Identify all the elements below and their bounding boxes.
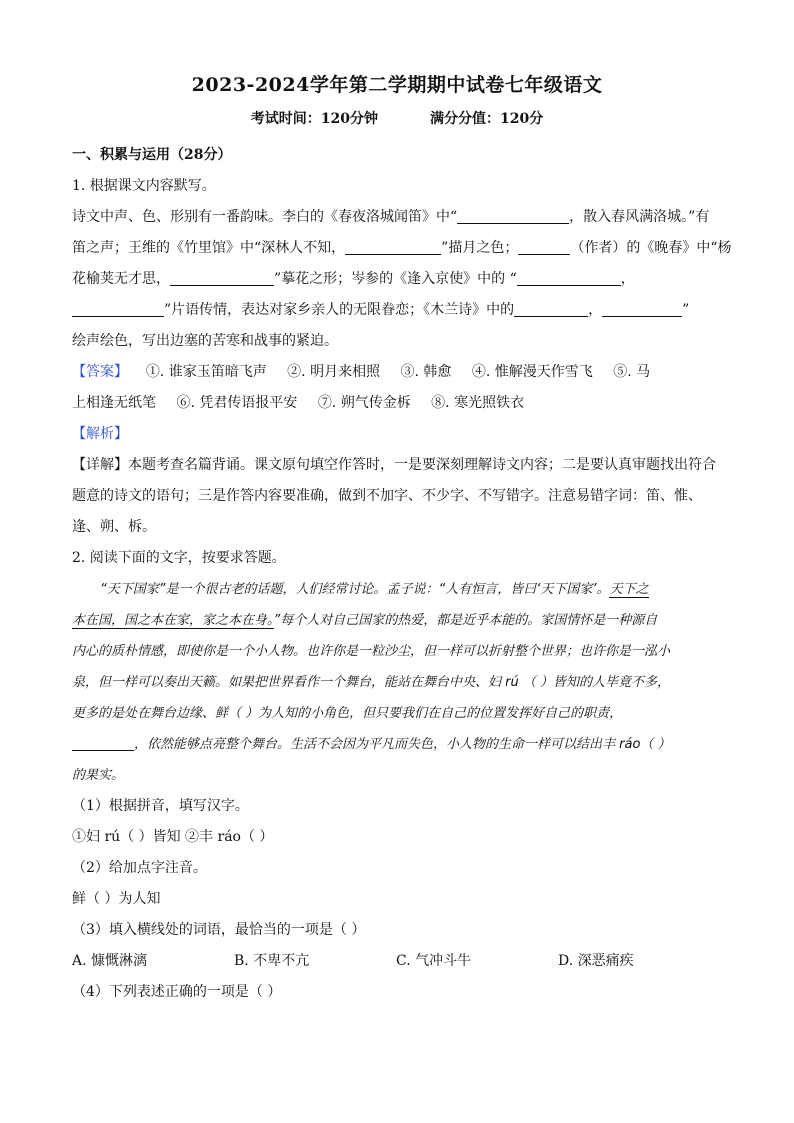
exam-score: 满分分值：120分	[430, 111, 544, 127]
question-1-line: 绘声绘色，写出边塞的苦寒和战事的紧迫。	[72, 333, 338, 349]
sub-question: （4）下列表述正确的一项是（ ）	[72, 984, 282, 1000]
exam-info	[0, 108, 794, 128]
question-1-line: 诗文中声、色、形别有一番韵味。李白的《春夜洛城闻笛》中“ ，散入春风满洛城。”有	[72, 202, 726, 233]
section-heading: 一、积累与运用（28分）	[72, 147, 232, 163]
sub-question: （2）给加点字注音。	[72, 860, 207, 876]
exam-content	[72, 140, 732, 1008]
answer-item: ③. 韩愈	[400, 364, 452, 380]
detail-text: 题意的诗文的语句；三是作答内容要准确，做到不加字、不少字、不写错字。注意易错字词：笛、惟、	[72, 488, 702, 504]
answer-item: ④. 惟解漫天作雪飞	[471, 364, 593, 380]
option-b: B. 不卑不亢	[234, 953, 310, 969]
question-1-line: 花榆荚无才思， ”摹花之形；岑参的《逢入京使》中的 “ ，	[72, 264, 726, 295]
exam-title: 2023-2024学年第二学期期中试卷七年级语文	[191, 74, 603, 96]
answer-item: ⑧. 寒光照铁衣	[431, 395, 525, 411]
sub-question-item: 鲜（ ）为人知	[72, 891, 161, 907]
option-c: C. 气冲斗牛	[396, 953, 472, 969]
answer-blank	[345, 237, 441, 255]
answer-item: ⑦. 朔气传金柝	[317, 395, 411, 411]
answer-item: ⑤. 马	[613, 364, 651, 380]
answer-item: ⑥. 凭君传语报平安	[176, 395, 298, 411]
option-a: A. 慷慨淋漓	[72, 953, 148, 969]
sub-question: （1）根据拼音，填写汉字。	[72, 798, 249, 814]
exam-time: 考试时间：120分钟	[250, 111, 378, 127]
question-1-line: ”片语传情，表达对家乡亲人的无限眷恋；《木兰诗》中的 ， ”	[72, 295, 726, 326]
detail-text: 逢、朔、柝。	[72, 519, 156, 535]
answer-blank	[514, 299, 588, 317]
answer-blank	[72, 299, 164, 317]
option-d: D. 深恶痛疾	[558, 953, 634, 969]
answer-blank	[518, 237, 570, 255]
options-row	[72, 946, 726, 977]
answer-label: 【答案】	[72, 364, 128, 380]
detail-text: 【详解】本题考查名篇背诵。课文原句填空作答时，一是要深刻理解诗文内容；二是要认真审题找出符合	[72, 457, 716, 473]
answer-line	[72, 357, 726, 388]
question-1-prompt: 1. 根据课文内容默写。	[72, 178, 216, 194]
answer-blank	[170, 268, 274, 286]
answer-line	[72, 388, 726, 419]
sub-question-item: ①妇 rú（ ）皆知 ②丰 ráo（ ）	[72, 829, 274, 845]
analysis-label: 【解析】	[72, 426, 128, 442]
question-1-line: 笛之声；王维的《竹里馆》中“深林人不知， ”描月之色； （作者）的《晚春》中“杨	[72, 233, 726, 264]
reading-passage: “天下国家”是一个很古老的话题，人们经常讨论。孟子说：“人有恒言，皆曰‘天下国家’。天下之 本在国，国之本在家，家之本在身。”每个人对自己国家的热爱，都是近乎本能的。家国情怀是一种源自 内心的质朴情感，即使你是一个小人物。也许你是一粒沙尘，但一样可以折射整个世界；也许你是一泓小 泉，但一样可以奏出天籁。如果把世界看作一个舞台，能站在舞台中央、妇 rú （ ）皆知的人毕竟不多， 更多的是处在舞台边缘、鲜（ ）为人知的小角色，但只要我们在自己的位置发挥好自己的职责， ，依然能够点亮整个舞台。生活不会因为平凡而失色，小人物的生命一样可以结出丰 ráo（ ） 的果实。	[72, 582, 671, 783]
answer-blank	[602, 299, 682, 317]
sub-question: （3）填入横线处的词语，最恰当的一项是（ ）	[72, 922, 366, 938]
answer-blank	[517, 268, 621, 286]
question-2-prompt: 2. 阅读下面的文字，按要求答题。	[72, 550, 286, 566]
answer-item: ①. 谁家玉笛暗飞声	[145, 364, 267, 380]
answer-blank	[72, 733, 134, 751]
answer-blank	[457, 206, 569, 224]
answer-item: ②. 明月来相照	[287, 364, 381, 380]
answer-item: 上相逢无纸笔	[72, 395, 156, 411]
